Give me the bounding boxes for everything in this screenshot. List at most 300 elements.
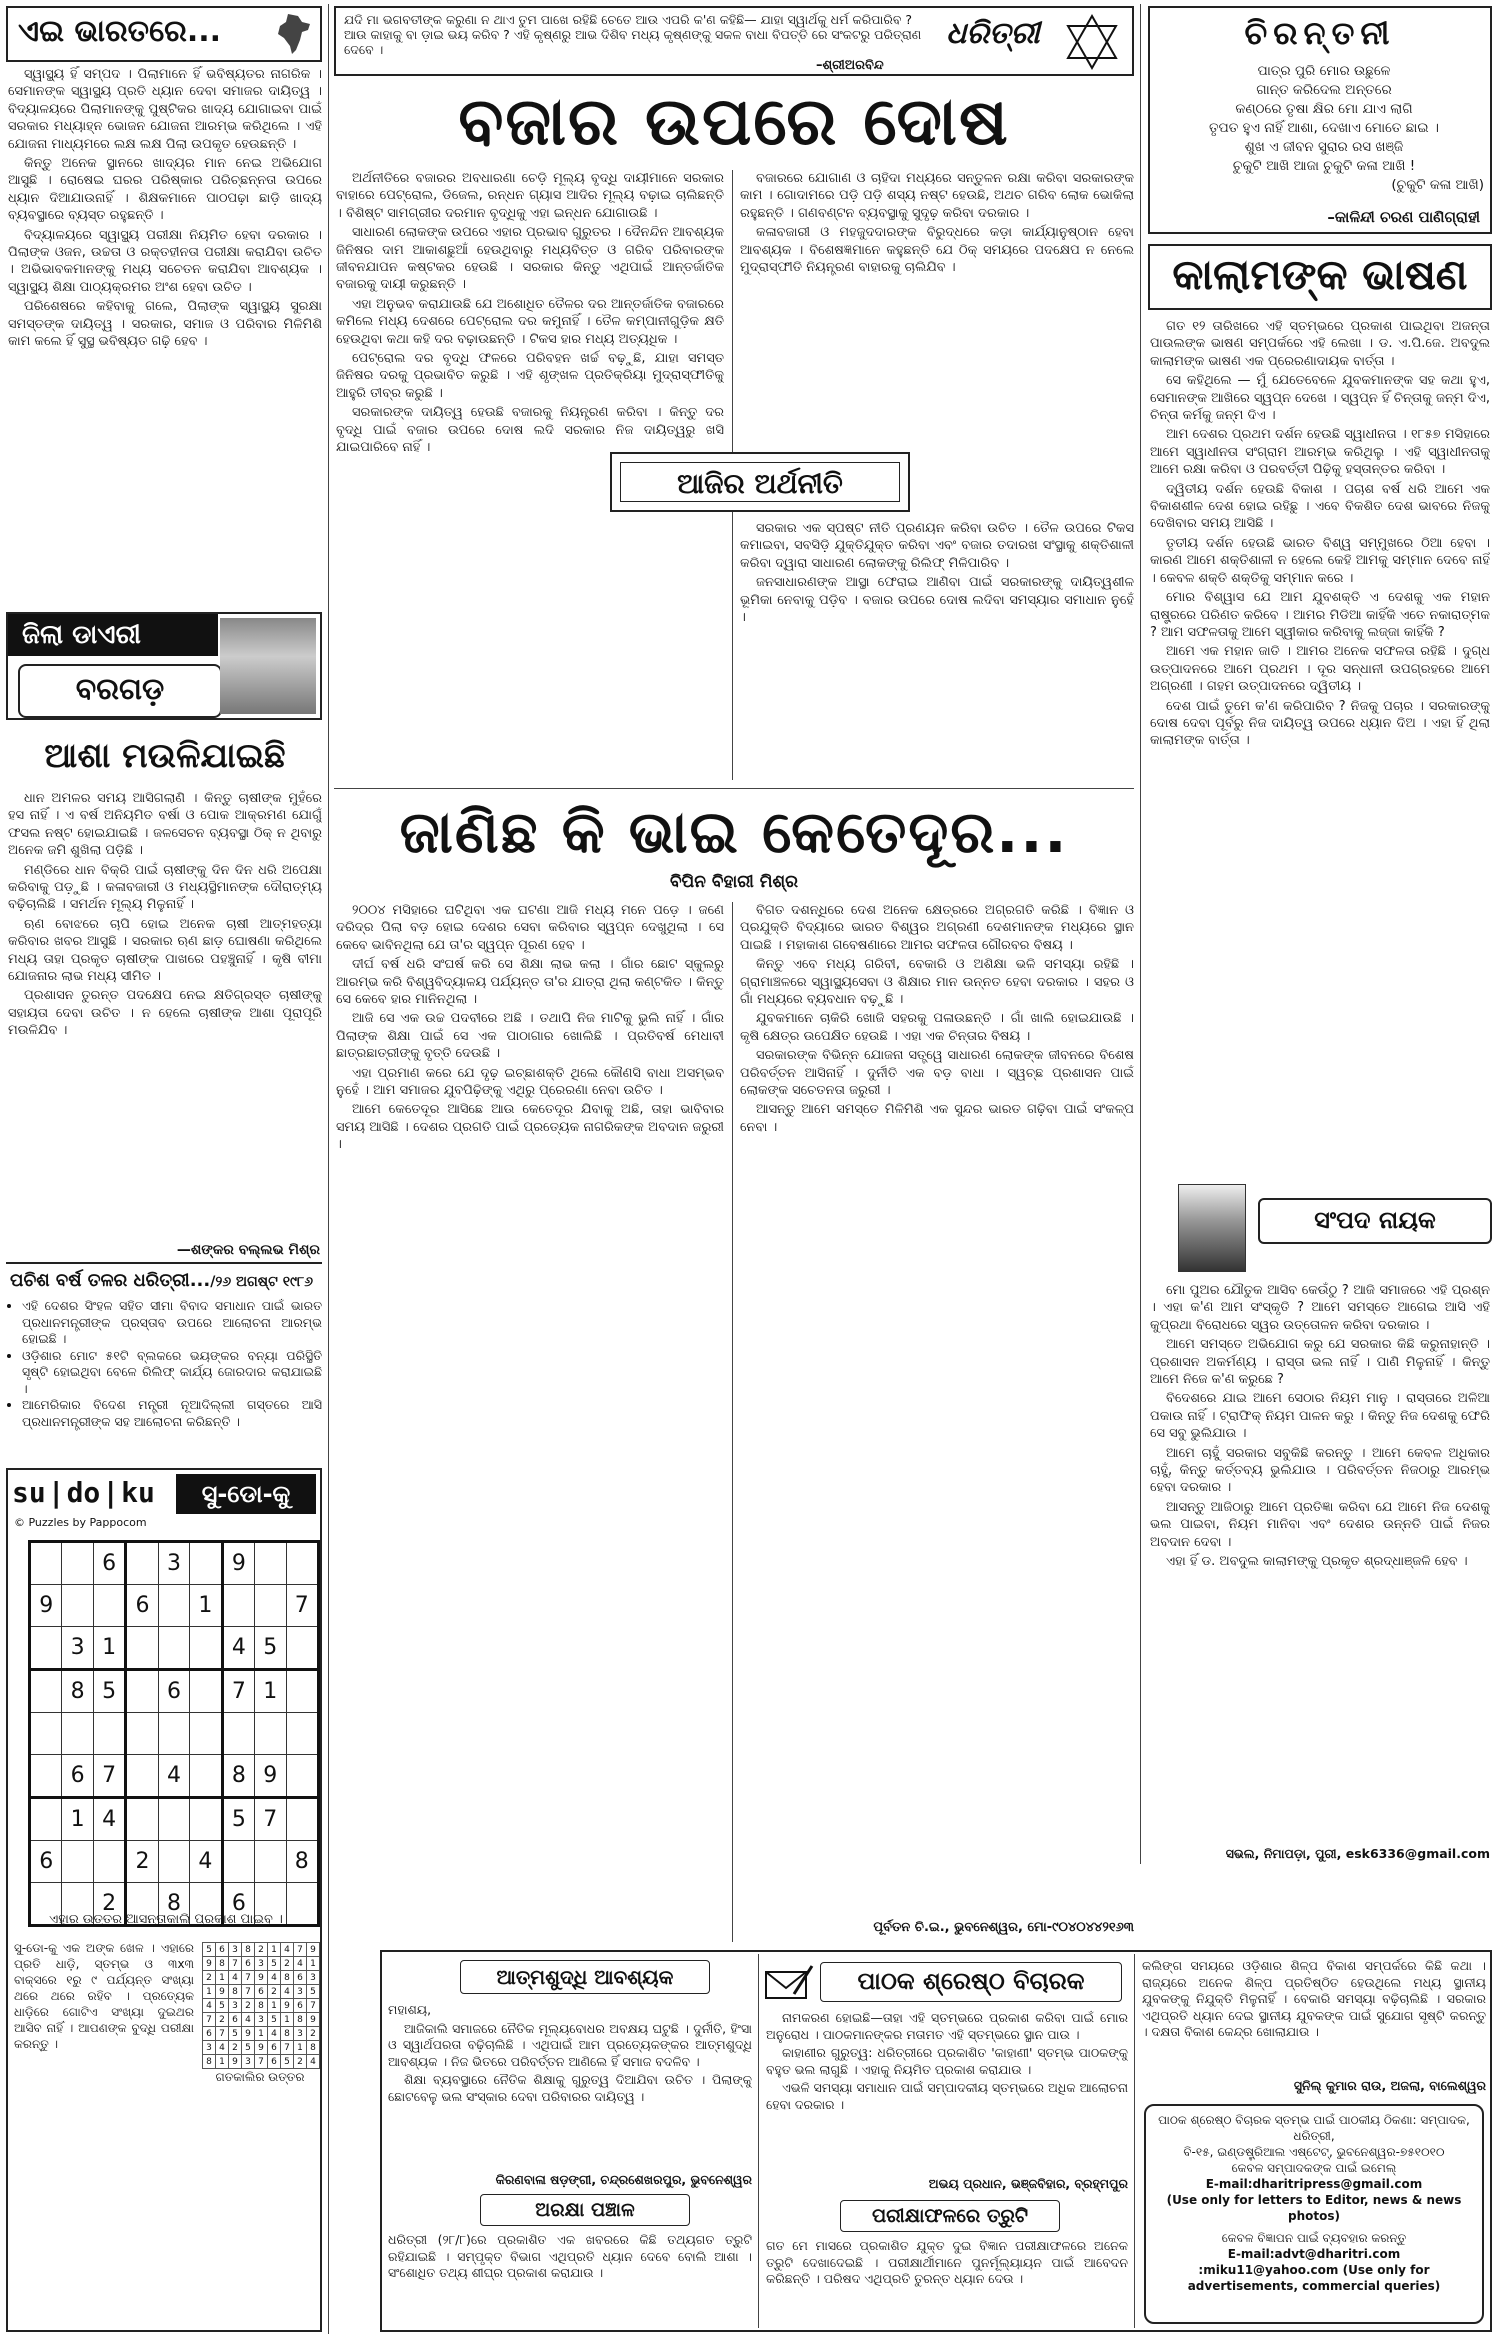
- contact-line: କେବଳ ସମ୍ପାଦକଙ୍କ ପାଇଁ ଇମେଲ୍: [1231, 2161, 1397, 2175]
- contact-line: ପାଠକ ଶ୍ରେଷ୍ଠ ବିଚାରକ ସ୍ତମ୍ଭ ପାଇଁ ପାଠକୀୟ ଠିକଣା: ସମ୍ପାଦକ, ଧରିତ୍ରୀ,: [1158, 2113, 1470, 2143]
- paragraph: ସରକାର ଏକ ସ୍ପଷ୍ଟ ନୀତି ପ୍ରଣୟନ କରିବା ଉଚିତ । ତୈଳ ଉପରେ ଟିକସ କମାଇବା, ସବସିଡ଼ି ଯୁକ୍ତିଯୁକ୍ତ କରିବା ଏବଂ ବଜାର ତଦାରଖ ସଂସ୍ଥାକୁ ଶକ୍ତିଶାଳୀ କରିବା ଦ୍ୱାରା ସାଧାରଣ ଲୋକଙ୍କୁ ରିଲିଫ୍ ମିଳିପାରିବ ।: [740, 521, 1134, 571]
- editor-email-link[interactable]: E-mail:dharitripress@gmail.com: [1205, 2177, 1423, 2191]
- solution-cell: 7: [216, 2027, 229, 2041]
- paragraph: ନାମକରଣ ହୋଇଛି—ତାହା ଏହି ସ୍ତମ୍ଭରେ ପ୍ରକାଶ କରିବା ପାଇଁ ମୋର ଅନୁରୋଧ । ପାଠକମାନଙ୍କର ମତାମତ ଏହି ସ୍ତମ୍ଭରେ ସ୍ଥାନ ପାଉ ।: [766, 2010, 1128, 2042]
- sudoku-cell: [30, 1627, 62, 1670]
- sudoku-cell: 6: [126, 1585, 158, 1627]
- sudoku-cell: [62, 1585, 93, 1627]
- sudoku-cell: [255, 1542, 286, 1585]
- letters-title-box: [764, 1962, 1124, 2002]
- sudoku-row: [30, 1755, 319, 1798]
- solution-cell: 3: [255, 2013, 268, 2027]
- paragraph: ଏହା ହିଁ ଡ. ଅବଦୁଲ କାଲାମଙ୍କୁ ପ୍ରକୃତ ଶ୍ରଦ୍ଧାଞ୍ଜଳି ହେବ ।: [1166, 1554, 1468, 1570]
- sudoku-cell: [286, 1670, 319, 1713]
- solution-cell: 5: [229, 2027, 242, 2041]
- advt-email-link-2[interactable]: :miku11@yahoo.com (Use only for: [1198, 2263, 1430, 2277]
- sudoku-cell: [158, 1713, 189, 1755]
- right-letter-author: ସୁନିଲ୍ କୁମାର ରାଉ, ଅଜଲା, ବାଲେଶ୍ୱର: [1293, 2078, 1486, 2093]
- solution-cell: 1: [216, 2055, 229, 2069]
- poem-line: (ଚୁକୁଟି କଳା ଆଖି): [1391, 177, 1484, 193]
- sudoku-cell: 1: [255, 1670, 286, 1713]
- poem-line: ଶୁଖ ଏ ଜୀବନ ସୁରାର ରସ ଖଞ୍ଜି: [1244, 139, 1404, 155]
- sudoku-cell: 9: [255, 1755, 286, 1798]
- solution-cell: 5: [268, 1957, 281, 1971]
- paragraph: ଦେଶ ପାଇଁ ତୁମେ କ'ଣ କରିପାରିବ ? ନିଜକୁ ପଚାର । ସରକାରଙ୍କୁ ଦୋଷ ଦେବା ପୂର୍ବରୁ ନିଜ ଦାୟିତ୍ୱ ଉପରେ ଧ୍ୟାନ ଦିଅ । ଏହା ହିଁ ଥିଲା କାଲାମଙ୍କ ବାର୍ତ୍ତା ।: [1150, 698, 1490, 749]
- mistake-title-box: [480, 2194, 690, 2226]
- sudoku-cell: 8: [158, 1883, 189, 1926]
- contact-line: (Use only for letters to Editor, news & news photos): [1166, 2193, 1462, 2223]
- sudoku-cell: [126, 1713, 158, 1755]
- solution-cell: 2: [294, 2055, 307, 2069]
- solution-cell: 6: [242, 1957, 255, 1971]
- paragraph: ବିଗତ ଦଶନ୍ଧିରେ ଦେଶ ଅନେକ କ୍ଷେତ୍ରରେ ଅଗ୍ରଗତି କରିଛି । ବିଜ୍ଞାନ ଓ ପ୍ରଯୁକ୍ତି ବିଦ୍ୟାରେ ଭାରତ ବିଶ୍ୱର ଅଗ୍ରଣୀ ଦେଶମାନଙ୍କ ମଧ୍ୟରେ ସ୍ଥାନ ପାଇଛି । ମହାକାଶ ଗବେଷଣାରେ ଆମର ସଫଳତା ଗୌରବର ବିଷୟ ।: [740, 903, 1134, 953]
- solution-cell: 4: [307, 2055, 320, 2069]
- sudoku-row: [30, 1585, 319, 1627]
- solution-cell: 5: [281, 2055, 294, 2069]
- sudoku-cell: [222, 1841, 254, 1883]
- sudoku-cell: [255, 1841, 286, 1883]
- sudoku-row: [30, 1713, 319, 1755]
- poem-line: ତୃପତ ହୁଏ ନାହିଁ ଆଶା, ଦେଖାଏ ମୋତେ ଛାଇ ।: [1209, 120, 1439, 136]
- quote-box: [334, 6, 1134, 76]
- paragraph: ଅର୍ଥନୀତିରେ ବଜାରର ଅବଧାରଣା ଚେଡ଼ି ମୂଲ୍ୟ ବୃଦ୍ଧି ଦାୟୀମାନେ ସରକାର ବାହାରେ ପେଟ୍ରୋଲ, ଡିଜେଲ, ରନ୍ଧନ ଗ୍ୟାସ ଆଦିର ମୂଲ୍ୟ ବଢ଼ାଇ ଚାଲିଛନ୍ତି । ବିଶିଷ୍ଟ ସାମଗ୍ରୀର ଦରମାନ ବୃଦ୍ଧିକୁ ଏହା ଇନ୍ଧନ ଯୋଗାଉଛି ।: [336, 171, 724, 221]
- solution-cell: 2: [242, 1999, 255, 2013]
- sudoku-cell: [30, 1713, 62, 1755]
- sudoku-cell: 3: [158, 1542, 189, 1585]
- paragraph: ଆମେ ଏକ ମହାନ ଜାତି । ଆମର ଅନେକ ସଫଳତା ରହିଛି । ଦୁଗ୍ଧ ଉତ୍ପାଦନରେ ଆମେ ପ୍ରଥମ । ଦୂର ସନ୍ଧାନୀ ଉପଗ୍ରହରେ ଆମେ ଅଗ୍ରଣୀ । ଗହମ ଉତ୍ପାଦନରେ ଦ୍ୱିତୀୟ ।: [1150, 644, 1490, 695]
- solution-cell: 9: [216, 1985, 229, 1999]
- paragraph: ଆମେ ଚାହୁଁ ସରକାର ସବୁକିଛି କରନ୍ତୁ । ଆମେ କେବଳ ଅଧିକାର ଚାହୁଁ, କିନ୍ତୁ କର୍ତ୍ତବ୍ୟ ଭୁଲିଯାଉ । ପରିବର୍ତ୍ତନ ନିଜଠାରୁ ଆରମ୍ଭ ହେବା ଦରକାର ।: [1150, 1445, 1490, 1496]
- sudoku-solution-note: ଗତକାଲିର ଉତ୍ତର: [215, 2070, 305, 2084]
- envelope-pen-icon: [764, 1964, 814, 2000]
- article2-author: —ଶଙ୍କର ବଲ୍ଲଭ ମିଶ୍ର: [176, 1242, 320, 1258]
- solution-cell: 6: [294, 1999, 307, 2013]
- sudoku-cell: [30, 1542, 62, 1585]
- sudoku-cell: [286, 1627, 319, 1670]
- solution-cell: 4: [281, 1943, 294, 1957]
- sudoku-cell: [222, 1585, 254, 1627]
- paragraph: ମହାଶୟ,: [388, 2002, 432, 2017]
- sudoku-rules: ସୁ-ଡୋ-କୁ ଏକ ଅଙ୍କ ଖେଳ । ଏହାରେ ପ୍ରତି ଧାଡ଼ି, ସ୍ତମ୍ଭ ଓ ୩x୩ ବାକ୍ସରେ ୧ରୁ ୯ ପର୍ଯ୍ୟନ୍ତ ସଂଖ୍ୟା ଥରେ ଥରେ ରହିବ । ପ୍ରତ୍ୟେକ ଧାଡ଼ିରେ ଗୋଟିଏ ସଂଖ୍ୟା ଦୁଇଥର ଆସିବ ନାହିଁ । ଆପଣଙ୍କ ବୁଦ୍ଧି ପରୀକ୍ଷା କରନ୍ତୁ ।: [14, 1941, 194, 2051]
- sudoku-cell: [286, 1542, 319, 1585]
- sudoku-credit: © Puzzles by Pappocom: [14, 1516, 147, 1529]
- exam-title: ପରୀକ୍ଷାଫଳରେ ତ୍ରୁଟି: [871, 2205, 1029, 2227]
- sudoku-cell: 2: [93, 1883, 125, 1926]
- speech-body: [1150, 318, 1490, 1176]
- mistake-body: ଧରିତ୍ରୀ (୨୮/୮)ରେ ପ୍ରକାଶିତ ଏକ ଖବରରେ କିଛି ତଥ୍ୟଗତ ତ୍ରୁଟି ରହିଯାଇଛି । ସମ୍ପୃକ୍ତ ବିଭାଗ ଏଥିପ୍ରତି ଧ୍ୟାନ ଦେବେ ବୋଲି ଆଶା । ସଂଶୋଧିତ ତଥ୍ୟ ଶୀଘ୍ର ପ୍ରକାଶ କରାଯାଉ ।: [388, 2232, 752, 2280]
- paragraph: ଯୁବକମାନେ ଚାକିରି ଖୋଜି ସହରକୁ ପଳାଉଛନ୍ତି । ଗାଁ ଖାଲି ହୋଇଯାଉଛି । କୃଷି କ୍ଷେତ୍ର ଉପେକ୍ଷିତ ହେଉଛି । ଏହା ଏକ ଚିନ୍ତାର ବିଷୟ ।: [740, 1011, 1134, 1044]
- paragraph: ସାଧାରଣ ଲୋକଙ୍କ ଉପରେ ଏହାର ପ୍ରଭାବ ଗୁରୁତର । ଦୈନନ୍ଦିନ ଆବଶ୍ୟକ ଜିନିଷର ଦାମ ଆକାଶଛୁଆଁ ହେଉଥିବାରୁ ମଧ୍ୟବିତ୍ତ ଓ ଗରିବ ପରିବାରଙ୍କ ଜୀବନଯାପନ କଷ୍ଟକର ହେଉଛି । ସରକାର କିନ୍ତୁ ଏଥିପାଇଁ ଆନ୍ତର୍ଜାତିକ ବଜାରକୁ ଦାୟୀ କରୁଛନ୍ତି ।: [336, 225, 724, 293]
- left-header-title: ଏଇ ଭାରତରେ...: [18, 14, 222, 49]
- introspection-title: ଆତ୍ମଶୁଦ୍ଧି ଆବଶ୍ୟକ: [496, 1965, 674, 1989]
- solution-cell: 8: [203, 2055, 216, 2069]
- sudoku-cell: [126, 1542, 158, 1585]
- solution-cell: 4: [242, 2013, 255, 2027]
- poem-line: ପାତ୍ର ପୁରି ମୋର ଉଛୁଳେ: [1257, 63, 1391, 79]
- sudoku-cell: 5: [222, 1798, 254, 1841]
- feature-signoff: ପୂର୍ବତନ ଚି.ଇ., ଭୁବନେଶ୍ୱର, ମୋ-୯୦୪୦୪୪୨୧୬୩: [873, 1920, 1134, 1935]
- sudoku-answer-note: ଏହାର ଉତ୍ତର ଆସନ୍ତାକାଲି ପ୍ରକାଶ ପାଇବ ।: [49, 1912, 283, 1927]
- profile-name-banner: [1258, 1198, 1492, 1244]
- paragraph: ବିଦ୍ୟାଳୟରେ ସ୍ୱାସ୍ଥ୍ୟ ପରୀକ୍ଷା ନିୟମିତ ହେବା ଦରକାର । ପିଲାଙ୍କ ଓଜନ, ଉଚ୍ଚତା ଓ ରକ୍ତହୀନତା ପରୀକ୍ଷା କରାଯିବା ଉଚିତ । ଅଭିଭାବକମାନଙ୍କୁ ମଧ୍ୟ ସଚେତନ କରାଯିବା ଆବଶ୍ୟକ । ସ୍ୱାସ୍ଥ୍ୟ ଶିକ୍ଷା ପାଠ୍ୟକ୍ରମର ଅଂଶ ହେବା ଉଚିତ ।: [8, 227, 322, 295]
- sudoku-row: [203, 2013, 320, 2027]
- sudoku-cell: [190, 1627, 222, 1670]
- paragraph: ମୋର ବିଶ୍ୱାସ ଯେ ଆମ ଯୁବଶକ୍ତି ଏ ଦେଶକୁ ଏକ ମହାନ ରାଷ୍ଟ୍ରରେ ପରିଣତ କରିବେ । ଆମର ମିଡିଆ କାହିଁକି ଏତେ ନକାରାତ୍ମକ ? ଆମ ସଫଳତାକୁ ଆମେ ସ୍ୱୀକାର କରିବାକୁ ଲଜ୍ଜା କାହିଁକି ?: [1150, 590, 1490, 640]
- contact-line: advertisements, commercial queries): [1187, 2279, 1441, 2293]
- poem-line: ଗାନ୍ତ କରିଦେଲ ଅନ୍ତରେ: [1256, 82, 1392, 98]
- poem-author: –କାଳିନ୍ଦୀ ଚରଣ ପାଣିଗ୍ରାହୀ: [1327, 208, 1480, 226]
- list-item: • ଓଡ଼ିଶାର ମୋଟ ୫୧ଟି ବ୍ଲକରେ ଭୟଙ୍କର ବନ୍ୟା ପରିସ୍ଥିତି ସୃଷ୍ଟି ହୋଇଥିବା ବେଳେ ରିଲିଫ୍ କାର୍ଯ୍ୟ ଜୋରଦାର କରାଯାଇଛି ।: [22, 1348, 322, 1398]
- paragraph: ଏହା ଅନୁଭବ କରାଯାଉଛି ଯେ ଅଶୋଧିତ ତୈଳର ଦର ଆନ୍ତର୍ଜାତିକ ବଜାରରେ କମିଲେ ମଧ୍ୟ ଦେଶରେ ପେଟ୍ରୋଲ ଦର କମୁନାହିଁ । ତୈଳ କମ୍ପାନୀଗୁଡ଼ିକ କ୍ଷତି ହେଉଥିବା କଥା କହି ଦର ବଢ଼ାଉଛନ୍ତି । ଟିକସ ହାର ମଧ୍ୟ ଅତ୍ୟଧିକ ।: [336, 296, 724, 347]
- paragraph: ବିଦେଶରେ ଯାଇ ଆମେ ସେଠାର ନିୟମ ମାନୁ । ରାସ୍ତାରେ ଅଳିଆ ପକାଉ ନାହିଁ । ଟ୍ରାଫିକ୍ ନିୟମ ପାଳନ କରୁ । କିନ୍ତୁ ନିଜ ଦେଶକୁ ଫେରି ସେ ସବୁ ଭୁଲିଯାଉ ।: [1150, 1391, 1490, 1442]
- left-header-box: [6, 6, 322, 62]
- feature-title: ଜାଣିଛ କି ଭାଇ କେତେଦୂର...: [399, 798, 1069, 866]
- poem-title: ଚିରନ୍ତନୀ: [1244, 14, 1396, 52]
- editorial-col-2b: [740, 520, 1134, 782]
- solution-cell: 1: [281, 2013, 294, 2027]
- solution-cell: 5: [216, 1999, 229, 2013]
- exam-title-box: [840, 2200, 1060, 2232]
- sudoku-cell: [286, 1755, 319, 1798]
- speech-title: କାଲାମଙ୍କ ଭାଷଣ: [1172, 250, 1468, 299]
- sudoku-cell: 3: [62, 1627, 93, 1670]
- sudoku-cell: [126, 1670, 158, 1713]
- paragraph: ଋଣ ବୋଝରେ ଚାପି ହୋଇ ଅନେକ ଚାଷୀ ଆତ୍ମହତ୍ୟା କରିବାର ଖବର ଆସୁଛି । ସରକାର ଋଣ ଛାଡ଼ ଘୋଷଣା କରିଥିଲେ ମଧ୍ୟ ତାହା ପ୍ରକୃତ ଚାଷୀଙ୍କ ପାଖରେ ପହଞ୍ଚୁନାହିଁ । କୃଷି ବୀମା ଯୋଜନାର ଲାଭ ମଧ୍ୟ ସୀମିତ ।: [8, 916, 322, 985]
- section-box-label: ଆଜିର ଅର୍ଥନୀତି: [620, 462, 900, 502]
- sudoku-brand-su: su: [12, 1476, 46, 1509]
- sudoku-solution-grid: [202, 1942, 320, 2069]
- paragraph: ଏହା ପ୍ରମାଣ କରେ ଯେ ଦୃଢ଼ ଇଚ୍ଛାଶକ୍ତି ଥିଲେ କୌଣସି ବାଧା ଅସମ୍ଭବ ନୁହେଁ । ଆମ ସମାଜର ଯୁବପିଢ଼ିଙ୍କୁ ଏଥିରୁ ପ୍ରେରଣା ନେବା ଉଚିତ ।: [336, 1065, 724, 1099]
- sudoku-cell: [30, 1798, 62, 1841]
- paragraph: ସରକାରଙ୍କ ଦାୟିତ୍ୱ ହେଉଛି ବଜାରକୁ ନିୟନ୍ତ୍ରଣ କରିବା । କିନ୍ତୁ ଦର ବୃଦ୍ଧି ପାଇଁ ବଜାର ଉପରେ ଦୋଷ ଲଦି ସରକାର ନିଜ ଦାୟିତ୍ୱରୁ ଖସି ଯାଇପାରିବେ ନାହିଁ ।: [336, 405, 724, 456]
- sudoku-cell: 6: [158, 1670, 189, 1713]
- sudoku-cell: 4: [158, 1755, 189, 1798]
- left-article-1: [8, 66, 322, 606]
- solution-cell: 8: [281, 1971, 294, 1985]
- article2-title: ଆଶା ମଉଳିଯାଇଛି: [44, 736, 286, 776]
- paragraph: ଆସନ୍ତୁ ଆଜିଠାରୁ ଆମେ ପ୍ରତିଜ୍ଞା କରିବା ଯେ ଆମେ ନିଜ ଦେଶକୁ ଭଲ ପାଇବା, ନିୟମ ମାନିବା ଏବଂ ଦେଶର ଉନ୍ନତି ପାଇଁ ନିଜର ଅବଦାନ ଦେବା ।: [1150, 1499, 1490, 1550]
- paragraph: ଆମ ଦେଶର ପ୍ରଥମ ଦର୍ଶନ ହେଉଛି ସ୍ୱାଧୀନତା । ୧୮୫୭ ମସିହାରେ ଆମେ ସ୍ୱାଧୀନତା ସଂଗ୍ରାମ ଆରମ୍ଭ କରିଥିଲୁ । ଏହି ସ୍ୱାଧୀନତାକୁ ଆମେ ରକ୍ଷା କରିବା ଓ ପରବର୍ତ୍ତୀ ପିଢ଼ିକୁ ହସ୍ତାନ୍ତର କରିବା ।: [1150, 427, 1490, 478]
- solution-cell: 5: [242, 2041, 255, 2055]
- paragraph: ଏଭଳି ସମସ୍ୟା ସମାଧାନ ପାଇଁ ସମ୍ପାଦକୀୟ ସ୍ତମ୍ଭରେ ଅଧିକ ଆଲୋଚନା ହେବା ଦରକାର ।: [766, 2080, 1128, 2112]
- paragraph: ଧାନ ଅମଳର ସମୟ ଆସିଗଲାଣି । କିନ୍ତୁ ଚାଷୀଙ୍କ ମୁହଁରେ ହସ ନାହିଁ । ଏ ବର୍ଷ ଅନିୟମିତ ବର୍ଷା ଓ ପୋକ ଆକ୍ରମଣ ଯୋଗୁଁ ଫସଲ ନଷ୍ଟ ହୋଇଯାଇଛି । ଜଳସେଚନ ବ୍ୟବସ୍ଥା ଠିକ୍ ନ ଥିବାରୁ ଅନେକ ଜମି ଶୁଖିଲା ପଡ଼ିଛି ।: [8, 791, 322, 859]
- sudoku-cell: [255, 1713, 286, 1755]
- sudoku-cell: [158, 1627, 189, 1670]
- speech-body-2: [1150, 1282, 1490, 1842]
- solution-cell: 4: [229, 1971, 242, 1985]
- solution-cell: 3: [203, 2041, 216, 2055]
- sudoku-cell: 7: [286, 1585, 319, 1627]
- solution-cell: 8: [229, 1985, 242, 1999]
- section-box: [610, 452, 910, 512]
- paragraph: ସ୍ୱାସ୍ଥ୍ୟ ହିଁ ସମ୍ପଦ । ପିଲାମାନେ ହିଁ ଭବିଷ୍ୟତର ନାଗରିକ । ସେମାନଙ୍କ ସ୍ୱାସ୍ଥ୍ୟ ପ୍ରତି ଧ୍ୟାନ ଦେବା ସମାଜର ଦାୟିତ୍ୱ । ବିଦ୍ୟାଳୟରେ ପିଲାମାନଙ୍କୁ ପୁଷ୍ଟିକର ଖାଦ୍ୟ ଯୋଗାଇବା ପାଇଁ ସରକାର ମଧ୍ୟାହ୍ନ ଭୋଜନ ଯୋଜନା ଆରମ୍ଭ କରିଥିଲେ । ଏହି ଯୋଜନା ମାଧ୍ୟମରେ ଲକ୍ଷ ଲକ୍ଷ ପିଲା ଉପକୃତ ହେଉଛନ୍ତି ।: [8, 67, 322, 152]
- sudoku-cell: 8: [286, 1841, 319, 1883]
- editorial-title: ବଜାର ଉପରେ ଦୋଷ: [458, 83, 1010, 160]
- solution-cell: 4: [294, 1957, 307, 1971]
- sudoku-cell: [190, 1798, 222, 1841]
- solution-cell: 8: [255, 1999, 268, 2013]
- paragraph: ୨୦୦୪ ମସିହାରେ ଘଟିଥିବା ଏକ ଘଟଣା ଆଜି ମଧ୍ୟ ମନେ ପଡ଼େ । ଜଣେ ଦରିଦ୍ର ପିଲା ବଡ଼ ହୋଇ ଦେଶର ସେବା କରିବାର ସ୍ୱପ୍ନ ଦେଖୁଥିଲା । ସେ କେବେ ଭାବିନଥିଲା ଯେ ତା'ର ସ୍ୱପ୍ନ ପୂରଣ ହେବ ।: [336, 903, 724, 953]
- sudoku-cell: 6: [62, 1755, 93, 1798]
- sudoku-cell: 6: [93, 1542, 125, 1585]
- paragraph: ଆଜି ସେ ଏକ ଉଚ୍ଚ ପଦବୀରେ ଅଛି । ତଥାପି ନିଜ ମାଟିକୁ ଭୁଲି ନାହିଁ । ଗାଁର ପିଲାଙ୍କ ଶିକ୍ଷା ପାଇଁ ସେ ଏକ ପାଠାଗାର ଖୋଲିଛି । ପ୍ରତିବର୍ଷ ମେଧାବୀ ଛାତ୍ରଛାତ୍ରୀଙ୍କୁ ବୃତ୍ତି ଦେଉଛି ।: [336, 1011, 724, 1062]
- sudoku-brand-ku: ku: [121, 1476, 155, 1509]
- sudoku-brand: su|do|ku: [12, 1476, 155, 1509]
- solution-cell: 6: [268, 2041, 281, 2055]
- sudoku-row: [203, 1943, 320, 1957]
- solution-cell: 1: [203, 1985, 216, 1999]
- district-diary-place: ବରଗଡ଼: [18, 664, 222, 718]
- sudoku-cell: 5: [93, 1670, 125, 1713]
- sudoku-cell: 8: [62, 1670, 93, 1713]
- sudoku-cell: 6: [222, 1883, 254, 1926]
- sudoku-cell: 7: [255, 1798, 286, 1841]
- sudoku-odia-title: ସୁ-ଡୋ-କୁ: [176, 1474, 316, 1514]
- solution-cell: 1: [255, 2027, 268, 2041]
- solution-cell: 7: [229, 1957, 242, 1971]
- paragraph: ସରକାରଙ୍କ ବିଭିନ୍ନ ଯୋଜନା ସତ୍ତ୍ୱେ ସାଧାରଣ ଲୋକଙ୍କ ଜୀବନରେ ବିଶେଷ ପରିବର୍ତ୍ତନ ଆସିନାହିଁ । ଦୁର୍ନୀତି ଏକ ବଡ଼ ବାଧା । ସ୍ୱଚ୍ଛ ପ୍ରଶାସନ ପାଇଁ ଲୋକଙ୍କ ସଚେତନତା ଜରୁରୀ ।: [740, 1048, 1134, 1099]
- solution-cell: 7: [294, 1943, 307, 1957]
- sudoku-cell: 7: [93, 1755, 125, 1798]
- sudoku-cell: 4: [222, 1627, 254, 1670]
- solution-cell: 3: [242, 2055, 255, 2069]
- solution-cell: 6: [294, 1971, 307, 1985]
- solution-cell: 3: [307, 1971, 320, 1985]
- letters-author: ଅଭୟ ପ୍ରଧାନ, ଭଞ୍ଜବିହାର, ବ୍ରହ୍ମପୁର: [928, 2176, 1128, 2191]
- sudoku-row: [30, 1841, 319, 1883]
- left-article-2: [8, 790, 322, 1240]
- contact-line: କେବଳ ବିଜ୍ଞାପନ ପାଇଁ ବ୍ୟବହାର କରନ୍ତୁ: [1221, 2231, 1407, 2245]
- contact-line: ବି-୧୫, ଇଣ୍ଡଷ୍ଟ୍ରିଆଲ ଏଷ୍ଟେଟ୍, ଭୁବନେଶ୍ୱର-୭୫୧୦୧୦: [1183, 2145, 1445, 2159]
- solution-cell: 2: [203, 1971, 216, 1985]
- solution-cell: 8: [216, 1957, 229, 1971]
- sudoku-cell: 7: [222, 1670, 254, 1713]
- poem-line: କଣ୍ଠରେ ତୃଷା କ୍ଷିର ମୋ ଯାଏ ଲାଗି: [1235, 101, 1413, 117]
- paragraph: କିନ୍ତୁ ଏବେ ମଧ୍ୟ ଗରିବୀ, ବେକାରି ଓ ଅଶିକ୍ଷା ଭଳି ସମସ୍ୟା ରହିଛି । ଗ୍ରାମାଞ୍ଚଳରେ ସ୍ୱାସ୍ଥ୍ୟସେବା ଓ ଶିକ୍ଷାର ମାନ ଉନ୍ନତ ହେବା ଦରକାର । ସହର ଓ ଗାଁ ମଧ୍ୟରେ ବ୍ୟବଧାନ ବଢ଼ୁଛି ।: [740, 957, 1134, 1008]
- solution-cell: 9: [281, 1999, 294, 2013]
- speech-title-box: [1148, 244, 1492, 310]
- paragraph: ଜନସାଧାରଣଙ୍କ ଆସ୍ଥା ଫେରାଇ ଆଣିବା ପାଇଁ ସରକାରଙ୍କୁ ଦାୟିତ୍ୱଶୀଳ ଭୂମିକା ନେବାକୁ ପଡ଼ିବ । ବଜାର ଉପରେ ଦୋଷ ଲଦିବା ସମସ୍ୟାର ସମାଧାନ ନୁହେଁ ।: [740, 575, 1134, 626]
- sudoku-cell: [255, 1585, 286, 1627]
- paragraph: ପେଟ୍ରୋଲ ଦର ବୃଦ୍ଧି ଫଳରେ ପରିବହନ ଖର୍ଚ୍ଚ ବଢ଼ୁଛି, ଯାହା ସମସ୍ତ ଜିନିଷର ଦରକୁ ପ୍ରଭାବିତ କରୁଛି । ଏହି ଶୃଙ୍ଖଳ ପ୍ରତିକ୍ରିୟା ମୁଦ୍ରାସ୍ଫୀତିକୁ ଆହୁରି ତୀବ୍ର କରୁଛି ।: [336, 351, 724, 401]
- sudoku-row: [30, 1670, 319, 1713]
- solution-cell: 5: [203, 1943, 216, 1957]
- profile-name: ସଂପଦ ନାୟକ: [1314, 1206, 1436, 1234]
- solution-cell: 2: [216, 2013, 229, 2027]
- solution-cell: 4: [281, 1985, 294, 1999]
- sudoku-cell: [286, 1713, 319, 1755]
- sudoku-cell: [93, 1585, 125, 1627]
- solution-cell: 6: [255, 1985, 268, 1999]
- sudoku-row: [30, 1542, 319, 1585]
- paragraph: ଆସନ୍ତୁ ଆମେ ସମସ୍ତେ ମିଳିମିଶି ଏକ ସୁନ୍ଦର ଭାରତ ଗଢ଼ିବା ପାଇଁ ସଂକଳ୍ପ ନେବା ।: [740, 1102, 1134, 1135]
- solution-cell: 7: [307, 1999, 320, 2013]
- letters-title: ପାଠକ ଶ୍ରେଷ୍ଠ ବିଚାରକ: [820, 1962, 1122, 2002]
- solution-cell: 8: [307, 2041, 320, 2055]
- paragraph: ଆମେ ସମସ୍ତେ ଅଭିଯୋଗ କରୁ ଯେ ସରକାର କିଛି କରୁନାହାନ୍ତି । ପ୍ରଶାସନ ଅକର୍ମଣ୍ୟ । ରାସ୍ତା ଭଲ ନାହିଁ । ପାଣି ମିଳୁନାହିଁ । କିନ୍ତୁ ଆମେ ନିଜେ କ'ଣ କରୁଛେ ?: [1150, 1337, 1490, 1388]
- sudoku-box: [6, 1468, 322, 2332]
- paragraph: ଦୀର୍ଘ ବର୍ଷ ଧରି ସଂଘର୍ଷ କରି ସେ ଶିକ୍ଷା ଲାଭ କଲା । ଗାଁର ଛୋଟ ସ୍କୁଲରୁ ଆରମ୍ଭ କରି ବିଶ୍ୱବିଦ୍ୟାଳୟ ପର୍ଯ୍ୟନ୍ତ ତା'ର ଯାତ୍ରା ଥିଲା କଣ୍ଟକିତ । କିନ୍ତୁ ସେ କେବେ ହାର ମାନିନଥିଲା ।: [336, 957, 724, 1008]
- masthead-logo: ଧରିତ୍ରୀ: [946, 16, 1040, 51]
- solution-cell: 4: [268, 1971, 281, 1985]
- sudoku-cell: 5: [255, 1627, 286, 1670]
- sudoku-row: [203, 1999, 320, 2013]
- sudoku-cell: [126, 1798, 158, 1841]
- solution-cell: 9: [255, 2041, 268, 2055]
- history-title-text: ପଚିଶ ବର୍ଷ ତଳର ଧରିତ୍ରୀ...: [10, 1270, 211, 1291]
- sudoku-cell: 9: [222, 1542, 254, 1585]
- paragraph: ତୃତୀୟ ଦର୍ଶନ ହେଉଛି ଭାରତ ବିଶ୍ୱ ସମ୍ମୁଖରେ ଠିଆ ହେବା । କାରଣ ଆମେ ଶକ୍ତିଶାଳୀ ନ ହେଲେ କେହି ଆମକୁ ସମ୍ମାନ ଦେବେ ନାହିଁ । କେବଳ ଶକ୍ତି ଶକ୍ତିକୁ ସମ୍ମାନ କରେ ।: [1150, 535, 1490, 586]
- quote-text: ଯଦି ମା ଭଗବତୀଙ୍କ କରୁଣା ନ ଥାଏ ତୁମ ପାଖେ ରହିଛି ଚେତେ ଆଉ ଏପରି କ'ଣ କହିଛି— ଯାହା ସ୍ୱାର୍ଥକୁ ଧର୍ମ କରିପାରିବ ? ଆଉ କାହାକୁ ବା ଡ଼ାଇ ଭୟ କରିବ ? ଏହି କୃଷ୍ଣରୁ ଆଭ ଦିଶିବ ମଧ୍ୟ କୃଷ୍ଣଙ୍କୁ ସକଳ ବାଧା ବିପତ୍ତି ରେ ସଂକଟରୁ ପରିତ୍ରାଣ ଦେବେ ।: [344, 12, 922, 57]
- solution-cell: 2: [229, 2041, 242, 2055]
- right-letter-body: କଲିଙ୍ଗ ସମୟରେ ଓଡ଼ିଶାର ଶିଳ୍ପ ବିକାଶ ସମ୍ପର୍କରେ କିଛି କଥା । ରାଜ୍ୟରେ ଅନେକ ଶିଳ୍ପ ପ୍ରତିଷ୍ଠିତ ହେଉଥିଲେ ମଧ୍ୟ ସ୍ଥାନୀୟ ଯୁବକଙ୍କୁ ନିଯୁକ୍ତି ମିଳୁନାହିଁ । ବେକାରି ସମସ୍ୟା ବଢ଼ିଚାଲିଛି । ସରକାର ଏଥିପ୍ରତି ଧ୍ୟାନ ଦେଇ ସ୍ଥାନୀୟ ଯୁବକଙ୍କ ପାଇଁ ସୁଯୋଗ ସୃଷ୍ଟି କରନ୍ତୁ । ଦକ୍ଷତା ବିକାଶ କେନ୍ଦ୍ର ଖୋଲାଯାଉ ।: [1142, 1958, 1486, 2039]
- sudoku-cell: 4: [190, 1841, 222, 1883]
- sudoku-cell: [190, 1755, 222, 1798]
- paragraph: ଦ୍ୱିତୀୟ ଦର୍ଶନ ହେଉଛି ବିକାଶ । ପଚାଶ ବର୍ଷ ଧରି ଆମେ ଏକ ବିକାଶଶୀଳ ଦେଶ ହୋଇ ରହିଛୁ । ଏବେ ବିକଶିତ ଦେଶ ଭାବରେ ନିଜକୁ ଦେଖିବାର ସମୟ ଆସିଛି ।: [1150, 481, 1490, 532]
- solution-cell: 1: [268, 1999, 281, 2013]
- mistake-title: ଅରକ୍ଷା ପଞ୍ଚାଳ: [535, 2199, 635, 2221]
- speech-signoff: ସଭଲ, ନିମାପଡ଼ା, ପୁରୀ, esk6336@gmail.com: [1225, 1846, 1490, 1861]
- exam-body: ଗତ ମେ ମାସରେ ପ୍ରକାଶିତ ଯୁକ୍ତ ଦୁଇ ବିଜ୍ଞାନ ପରୀକ୍ଷାଫଳରେ ଅନେକ ତ୍ରୁଟି ଦେଖାଦେଇଛି । ପରୀକ୍ଷାର୍ଥୀମାନେ ପୁନର୍ମୂଲ୍ୟାୟନ ପାଇଁ ଆବେଦନ କରିଛନ୍ତି । ପରିଷଦ ଏଥିପ୍ରତି ତୁରନ୍ତ ଧ୍ୟାନ ଦେଉ ।: [766, 2238, 1128, 2286]
- list-item: • ଆମେରିକାର ବିଦେଶ ମନ୍ତ୍ରୀ ନୂଆଦିଲ୍ଲୀ ଗସ୍ତରେ ଆସି ପ୍ରଧାନମନ୍ତ୍ରୀଙ୍କ ସହ ଆଲୋଚନା କରିଛନ୍ତି ।: [22, 1397, 322, 1430]
- solution-cell: 8: [294, 2013, 307, 2027]
- paragraph: କଳାବଜାରୀ ଓ ମହଜୁଦଦାରଙ୍କ ବିରୁଦ୍ଧରେ କଡ଼ା କାର୍ଯ୍ୟାନୁଷ୍ଠାନ ହେବା ଆବଶ୍ୟକ । ବିଶେଷଜ୍ଞମାନେ କହୁଛନ୍ତି ଯେ ଠିକ୍ ସମୟରେ ପଦକ୍ଷେପ ନ ନେଲେ ମୁଦ୍ରାସ୍ଫୀତି ନିୟନ୍ତ୍ରଣ ବାହାରକୁ ଚାଲିଯିବ ।: [740, 225, 1134, 276]
- sudoku-row: [203, 2027, 320, 2041]
- district-diary-label: ଜିଲା ଡାଏରୀ: [8, 614, 218, 656]
- advt-email-link[interactable]: E-mail:advt@dharitri.com: [1227, 2247, 1401, 2261]
- sudoku-grid: [28, 1540, 320, 1927]
- sudoku-cell: 1: [93, 1627, 125, 1670]
- introspection-title-box: [460, 1960, 710, 1994]
- solution-cell: 5: [268, 2013, 281, 2027]
- history-date: /୨୬ ଅଗଷ୍ଟ ୧୯୮୬: [210, 1274, 314, 1290]
- sudoku-cell: [222, 1713, 254, 1755]
- solution-cell: 8: [242, 1943, 255, 1957]
- solution-cell: 9: [255, 1971, 268, 1985]
- solution-cell: 7: [242, 1971, 255, 1985]
- sudoku-cell: [190, 1713, 222, 1755]
- sudoku-row: [30, 1627, 319, 1670]
- profile-photo: [1178, 1184, 1246, 1272]
- solution-cell: 8: [281, 2027, 294, 2041]
- solution-cell: 2: [268, 1985, 281, 1999]
- solution-cell: 6: [216, 1943, 229, 1957]
- sudoku-row: [203, 1971, 320, 1985]
- paragraph: ସେ କହିଥିଲେ — ମୁଁ ଯେତେବେଳେ ଯୁବକମାନଙ୍କ ସହ କଥା ହୁଏ, ସେମାନଙ୍କ ଆଖିରେ ସ୍ୱପ୍ନ ଦେଖେ । ସ୍ୱପ୍ନ ହିଁ ଚିନ୍ତାକୁ ଜନ୍ମ ଦିଏ, ଚିନ୍ତା କର୍ମକୁ ଜନ୍ମ ଦିଏ ।: [1150, 373, 1490, 424]
- paragraph: ବଜାରରେ ଯୋଗାଣ ଓ ଚାହିଦା ମଧ୍ୟରେ ସନ୍ତୁଳନ ରକ୍ଷା କରିବା ସରକାରଙ୍କ କାମ । ଗୋଦାମରେ ପଡ଼ି ପଡ଼ି ଶସ୍ୟ ନଷ୍ଟ ହେଉଛି, ଅଥଚ ଗରିବ ଲୋକ ଭୋକିଲା ରହୁଛନ୍ତି । ଗଣବଣ୍ଟନ ବ୍ୟବସ୍ଥାକୁ ସୁଦୃଢ଼ କରିବା ଦରକାର ।: [740, 171, 1134, 221]
- paragraph: ଗତ ୧୨ ତାରିଖରେ ଏହି ସ୍ତମ୍ଭରେ ପ୍ରକାଶ ପାଇଥିବା ଅଜନ୍ତା ପାଉଲଙ୍କ ଭାଷଣ ସମ୍ପର୍କରେ ଏହି ଲେଖା । ଡ. ଏ.ପି.ଜେ. ଅବଦୁଲ କାଲାମଙ୍କ ଭାଷଣ ଏକ ପ୍ରେରଣାଦାୟକ ବାର୍ତ୍ତା ।: [1150, 319, 1490, 369]
- feature-author: ବିପିନ ବିହାରୀ ମିଶ୍ର: [669, 872, 799, 892]
- solution-cell: 2: [255, 1943, 268, 1957]
- sudoku-cell: [286, 1798, 319, 1841]
- sudoku-cell: 9: [30, 1585, 62, 1627]
- solution-cell: 1: [216, 1971, 229, 1985]
- solution-cell: 6: [268, 2055, 281, 2069]
- sudoku-cell: [158, 1585, 189, 1627]
- sudoku-cell: [62, 1841, 93, 1883]
- feature-col-1: [336, 902, 724, 1942]
- solution-cell: 3: [229, 1999, 242, 2013]
- solution-cell: 2: [307, 2027, 320, 2041]
- contact-box: [1144, 2104, 1484, 2324]
- solution-cell: 3: [294, 1985, 307, 1999]
- solution-cell: 9: [229, 2055, 242, 2069]
- sudoku-cell: [62, 1713, 93, 1755]
- sudoku-cell: [93, 1841, 125, 1883]
- solution-cell: 5: [307, 1985, 320, 1999]
- profile-box: [1148, 1180, 1492, 1276]
- sudoku-row: [203, 1985, 320, 1999]
- sudoku-cell: 4: [93, 1798, 125, 1841]
- sudoku-cell: [158, 1798, 189, 1841]
- sudoku-cell: [30, 1670, 62, 1713]
- letters-body: [766, 2010, 1128, 2190]
- solution-cell: 4: [203, 1999, 216, 2013]
- sudoku-cell: 1: [190, 1585, 222, 1627]
- solution-cell: 7: [281, 2041, 294, 2055]
- sudoku-cell: [126, 1627, 158, 1670]
- paragraph: ମୋ ପୁଅର ଯୌତୁକ ଆସିବ କେଉଁଠୁ ? ଆଜି ସମାଜରେ ଏହି ପ୍ରଶ୍ନ । ଏହା କ'ଣ ଆମ ସଂସ୍କୃତି ? ଆମେ ସମସ୍ତେ ଆଗେଇ ଆସି ଏହି କୁପ୍ରଥା ବିରୋଧରେ ସ୍ୱର ଉତ୍ତୋଳନ କରିବା ଦରକାର ।: [1150, 1283, 1490, 1333]
- introspection-body: [388, 2002, 752, 2170]
- district-diary-box: [6, 612, 322, 720]
- paragraph: ଆମେ କେତେଦୂର ଆସିଛେ ଆଉ କେତେଦୂର ଯିବାକୁ ଅଛି, ତାହା ଭାବିବାର ସମୟ ଆସିଛି । ଦେଶର ପ୍ରଗତି ପାଇଁ ପ୍ରତ୍ୟେକ ନାଗରିକଙ୍କ ଅବଦାନ ଜରୁରୀ ।: [336, 1102, 724, 1153]
- solution-cell: 6: [229, 2013, 242, 2027]
- solution-cell: 4: [268, 2027, 281, 2041]
- india-map-icon: [274, 12, 314, 56]
- solution-cell: 1: [307, 1957, 320, 1971]
- sudoku-cell: [30, 1755, 62, 1798]
- sudoku-cell: [158, 1841, 189, 1883]
- paragraph: ପରିଶେଷରେ କହିବାକୁ ଗଲେ, ପିଲାଙ୍କ ସ୍ୱାସ୍ଥ୍ୟ ସୁରକ୍ଷା ସମସ୍ତଙ୍କ ଦାୟିତ୍ୱ । ସରକାର, ସମାଜ ଓ ପରିବାର ମିଳିମିଶି କାମ କଲେ ହିଁ ସୁସ୍ଥ ଭବିଷ୍ୟତ ଗଢ଼ି ହେବ ।: [8, 299, 322, 350]
- sudoku-cell: [62, 1542, 93, 1585]
- solution-cell: 1: [294, 2041, 307, 2055]
- sudoku-row: [203, 2055, 320, 2069]
- solution-cell: 9: [203, 1957, 216, 1971]
- solution-cell: 9: [307, 1943, 320, 1957]
- sudoku-brand-do: do: [66, 1476, 101, 1509]
- paragraph: ପ୍ରଶାସନ ତୁରନ୍ତ ପଦକ୍ଷେପ ନେଇ କ୍ଷତିଗ୍ରସ୍ତ ଚାଷୀଙ୍କୁ ସହାୟତା ଦେବା ଉଚିତ । ନ ହେଲେ ଚାଷୀଙ୍କ ଆଶା ପୂରାପୂରି ମଉଳିଯିବ ।: [8, 988, 322, 1039]
- solution-cell: 7: [203, 2013, 216, 2027]
- list-item: • ଏହି ଦେଶର ସିଂହଳ ସହିତ ସୀମା ବିବାଦ ସମାଧାନ ପାଇଁ ଭାରତ ପ୍ରଧାନମନ୍ତ୍ରୀଙ୍କ ପ୍ରସ୍ତାବ ଉପରେ ଆଲୋଚନା ଆରମ୍ଭ ହୋଇଛି ।: [22, 1298, 322, 1348]
- sudoku-cell: [190, 1670, 222, 1713]
- poem-lines: [1164, 62, 1484, 195]
- district-photo: [220, 618, 316, 714]
- solution-cell: 2: [281, 1957, 294, 1971]
- solution-cell: 3: [255, 1957, 268, 1971]
- sudoku-row: [203, 1957, 320, 1971]
- history-list: [6, 1298, 322, 1430]
- editorial-col-2: [740, 170, 1134, 450]
- solution-cell: 7: [255, 2055, 268, 2069]
- star-emblem-icon: [1062, 12, 1122, 72]
- solution-cell: 6: [203, 2027, 216, 2041]
- quote-author: –ଶ୍ରୀଅରବିନ୍ଦ: [816, 58, 884, 73]
- solution-cell: 7: [242, 1985, 255, 1999]
- feature-col-2: [740, 902, 1134, 1912]
- solution-cell: 9: [307, 2013, 320, 2027]
- paragraph: କିନ୍ତୁ ଅନେକ ସ୍ଥାନରେ ଖାଦ୍ୟର ମାନ ନେଇ ଅଭିଯୋଗ ଆସୁଛି । ରୋଷେଇ ଘରର ପରିଷ୍କାର ପରିଚ୍ଛନ୍ନତା ଉପରେ ଧ୍ୟାନ ଦିଆଯାଉନାହିଁ । ଶିକ୍ଷକମାନେ ପାଠପଢ଼ା ଛାଡ଼ି ଖାଦ୍ୟ ବ୍ୟବସ୍ଥାରେ ବ୍ୟସ୍ତ ରହୁଛନ୍ତି ।: [8, 156, 322, 224]
- history-title: [10, 1270, 313, 1291]
- sudoku-row: [203, 2041, 320, 2055]
- sudoku-row: [30, 1798, 319, 1841]
- solution-cell: 3: [229, 1943, 242, 1957]
- sudoku-cell: 1: [62, 1798, 93, 1841]
- paragraph: କାହାଣୀର ଗୁରୁତ୍ୱ: ଧରିତ୍ରୀରେ ପ୍ରକାଶିତ 'କାହାଣୀ' ସ୍ତମ୍ଭ ପାଠକଙ୍କୁ ବହୁତ ଭଲ ଲାଗୁଛି । ଏହାକୁ ନିୟମିତ ପ୍ରକାଶ କରାଯାଉ ।: [766, 2045, 1128, 2077]
- solution-cell: 1: [268, 1943, 281, 1957]
- poem-box: [1148, 6, 1492, 234]
- poem-line: ଚୁକୁଟି ଆଖି ଆଜା ଚୁକୁଟି କଳା ଆଖି !: [1232, 158, 1416, 174]
- solution-cell: 9: [242, 2027, 255, 2041]
